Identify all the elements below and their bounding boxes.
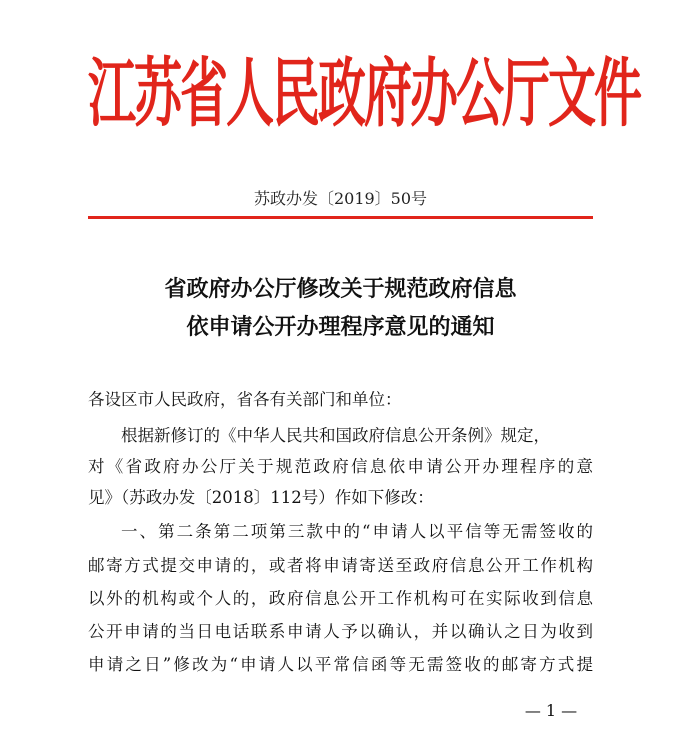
document-number: 苏政办发〔2019〕50号 xyxy=(253,189,428,208)
body-line: 邮寄方式提交申请的，或者将申请寄送至政府信息公开工作机构 xyxy=(88,556,593,575)
body-line: 申请之日”修改为“申请人以平常信函等无需签收的邮寄方式提 xyxy=(88,655,593,674)
notice-title-line-2: 依申请公开办理程序意见的通知 xyxy=(186,314,495,340)
body-line: 见》（苏政办发〔2018〕112号）作如下修改： xyxy=(88,488,434,507)
page-number: — 1 — xyxy=(524,701,578,720)
body-line: 对《省政府办公厅关于规范政府信息依申请公开办理程序的意 xyxy=(88,457,593,476)
masthead-title: 江苏省人民政府办公厅文件 xyxy=(88,50,641,138)
body-line: 公开申请的当日电话联系申请人予以确认，并以确认之日为收到 xyxy=(88,622,593,641)
salutation: 各设区市人民政府，省各有关部门和单位： xyxy=(88,390,402,409)
body-line: 根据新修订的《中华人民共和国政府信息公开条例》规定， xyxy=(121,426,550,445)
red-separator-line xyxy=(88,216,593,219)
body-line: 以外的机构或个人的，政府信息公开工作机构可在实际收到信息 xyxy=(88,589,593,608)
body-line: 一、第二条第二项第三款中的“申请人以平信等无需签收的 xyxy=(121,522,593,541)
notice-title-line-1: 省政府办公厅修改关于规范政府信息 xyxy=(164,276,517,302)
